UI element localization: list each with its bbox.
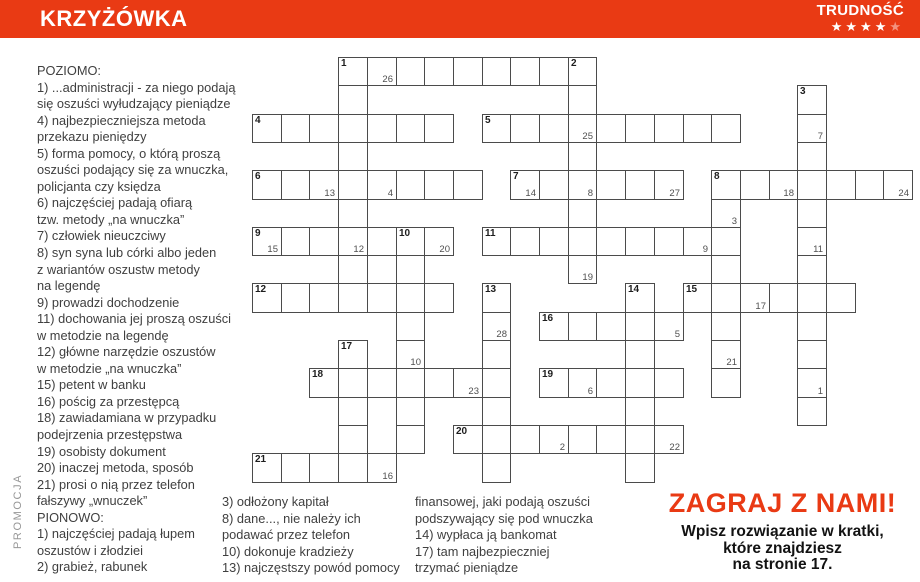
grid-cell[interactable] bbox=[281, 227, 310, 256]
grid-cell[interactable] bbox=[396, 397, 425, 426]
grid-cell[interactable] bbox=[396, 425, 425, 454]
grid-cell[interactable] bbox=[797, 397, 827, 426]
grid-cell[interactable] bbox=[539, 425, 569, 454]
solution-letter-number: 6 bbox=[587, 386, 593, 397]
word-number: 8 bbox=[714, 171, 720, 182]
grid-cell[interactable] bbox=[711, 340, 741, 369]
grid-cell[interactable] bbox=[424, 283, 454, 313]
promo-vertical-label: PROMOCJA bbox=[12, 473, 24, 549]
grid-cell[interactable] bbox=[396, 368, 425, 398]
grid-cell[interactable] bbox=[338, 227, 368, 256]
grid-cell[interactable] bbox=[654, 312, 684, 341]
word-number: 17 bbox=[341, 341, 353, 352]
grid-cell[interactable] bbox=[396, 57, 425, 86]
clue-line: w metodzie „na wnuczka” bbox=[37, 360, 182, 376]
grid-cell[interactable] bbox=[625, 312, 655, 341]
grid-cell[interactable] bbox=[625, 425, 655, 454]
grid-cell[interactable] bbox=[338, 368, 368, 398]
solution-letter-number: 3 bbox=[731, 216, 737, 227]
grid-cell[interactable] bbox=[338, 425, 368, 454]
grid-cell[interactable] bbox=[769, 170, 798, 200]
grid-cell[interactable] bbox=[711, 170, 741, 200]
grid-cell[interactable] bbox=[596, 368, 626, 398]
solution-letter-number: 7 bbox=[817, 131, 823, 142]
word-number: 4 bbox=[255, 115, 261, 126]
word-number: 18 bbox=[312, 369, 324, 380]
grid-cell[interactable] bbox=[281, 170, 310, 200]
grid-cell[interactable] bbox=[482, 397, 511, 426]
grid-cell[interactable] bbox=[539, 368, 569, 398]
clue-line: PIONOWO: bbox=[37, 509, 104, 525]
solution-letter-number: 8 bbox=[587, 188, 593, 199]
clue-line: przekazu pieniędzy bbox=[37, 129, 147, 145]
clue-line: 4) najbezpieczniejsza metoda bbox=[37, 112, 206, 128]
grid-cell[interactable] bbox=[539, 114, 569, 143]
clue-line: oszuści podający się za wnuczka, bbox=[37, 162, 229, 178]
word-number: 5 bbox=[485, 115, 491, 126]
grid-cell[interactable] bbox=[883, 170, 913, 200]
play-with-us-headline: ZAGRAJ Z NAMI! bbox=[668, 488, 897, 518]
grid-cell[interactable] bbox=[309, 170, 339, 200]
grid-cell[interactable] bbox=[338, 340, 368, 369]
grid-cell[interactable] bbox=[654, 425, 684, 454]
grid-cell[interactable] bbox=[539, 227, 569, 256]
grid-cell[interactable] bbox=[596, 312, 626, 341]
grid-cell[interactable] bbox=[309, 114, 339, 143]
star-icon: ★ bbox=[874, 19, 890, 34]
grid-cell[interactable] bbox=[596, 425, 626, 454]
star-icon: ★ bbox=[845, 19, 861, 34]
grid-cell[interactable] bbox=[654, 114, 684, 143]
solution-letter-number: 10 bbox=[410, 357, 421, 368]
solution-letter-number: 5 bbox=[674, 329, 680, 340]
word-number: 10 bbox=[399, 228, 411, 239]
solution-letter-number: 1 bbox=[817, 386, 823, 397]
word-number: 15 bbox=[686, 284, 698, 295]
grid-cell[interactable] bbox=[568, 114, 597, 143]
solution-letter-number: 27 bbox=[669, 188, 680, 199]
clue-line: 16) pościg za przestępcą bbox=[37, 393, 180, 409]
grid-cell[interactable] bbox=[797, 368, 827, 398]
grid-cell[interactable] bbox=[625, 170, 655, 200]
grid-cell[interactable] bbox=[338, 85, 368, 115]
grid-cell[interactable] bbox=[568, 227, 597, 256]
grid-cell[interactable] bbox=[740, 170, 770, 200]
grid-cell[interactable] bbox=[338, 114, 368, 143]
star-icon: ★ bbox=[860, 19, 875, 34]
solution-letter-number: 25 bbox=[582, 131, 593, 142]
clue-line: 8) syn syna lub córki albo jeden bbox=[37, 245, 217, 261]
grid-cell[interactable] bbox=[424, 368, 454, 398]
word-number: 20 bbox=[456, 426, 468, 437]
clue-line: podszywający się pod wnuczka bbox=[415, 510, 593, 526]
clue-line: tzw. metody „na wnuczka” bbox=[37, 211, 185, 227]
grid-cell[interactable] bbox=[568, 85, 597, 115]
grid-cell[interactable] bbox=[797, 199, 827, 228]
grid-cell[interactable] bbox=[568, 312, 597, 341]
grid-cell[interactable] bbox=[396, 170, 425, 200]
word-number: 13 bbox=[485, 284, 497, 295]
grid-cell[interactable] bbox=[711, 255, 741, 284]
clue-line: fałszywy „wnuczek” bbox=[37, 493, 148, 509]
grid-cell[interactable] bbox=[482, 312, 511, 341]
clue-line: 21) prosi o nią przez telefon bbox=[37, 476, 195, 492]
clue-line: podawać przez telefon bbox=[222, 527, 351, 543]
clue-line: 2) grabież, rabunek bbox=[37, 559, 148, 575]
word-number: 21 bbox=[255, 454, 267, 465]
clue-line: 7) człowiek nieuczciwy bbox=[37, 228, 166, 244]
grid-cell[interactable] bbox=[367, 227, 397, 256]
clue-line: na stronie 17. bbox=[732, 556, 833, 574]
solution-letter-number: 11 bbox=[813, 244, 823, 255]
grid-cell[interactable] bbox=[281, 453, 310, 483]
page-title: KRZYŻÓWKA bbox=[40, 6, 188, 31]
grid-cell[interactable] bbox=[683, 227, 712, 256]
star-icon: ★ bbox=[830, 19, 846, 34]
grid-cell[interactable] bbox=[711, 283, 741, 313]
grid-cell[interactable] bbox=[625, 397, 655, 426]
grid-cell[interactable] bbox=[797, 114, 827, 143]
solution-letter-number: 20 bbox=[439, 244, 450, 255]
solution-letter-number: 4 bbox=[387, 188, 393, 199]
grid-cell[interactable] bbox=[539, 57, 569, 86]
solution-letter-number: 26 bbox=[382, 74, 393, 85]
grid-cell[interactable] bbox=[338, 283, 368, 313]
grid-cell[interactable] bbox=[453, 57, 483, 86]
grid-cell[interactable] bbox=[396, 283, 425, 313]
clue-line: 8) dane..., nie należy ich bbox=[222, 510, 361, 526]
grid-cell[interactable] bbox=[396, 114, 425, 143]
grid-cell[interactable] bbox=[625, 227, 655, 256]
grid-cell[interactable] bbox=[482, 340, 511, 369]
grid-cell[interactable] bbox=[482, 57, 511, 86]
clue-line: oszustów i złodziei bbox=[37, 542, 143, 558]
word-number: 11 bbox=[485, 228, 496, 239]
clue-line: podejrzenia przestępstwa bbox=[37, 427, 183, 443]
difficulty-stars bbox=[817, 19, 904, 34]
clue-line: na legendę bbox=[37, 278, 101, 294]
grid-cell[interactable] bbox=[309, 368, 339, 398]
clue-line: 11) dochowania jej proszą oszuści bbox=[37, 311, 231, 327]
grid-cell[interactable] bbox=[367, 368, 397, 398]
grid-cell[interactable] bbox=[396, 227, 425, 256]
grid-cell[interactable] bbox=[309, 227, 339, 256]
grid-cell[interactable] bbox=[568, 255, 597, 284]
grid-cell[interactable] bbox=[826, 170, 856, 200]
grid-cell[interactable] bbox=[367, 453, 397, 483]
clue-line: 1) ...administracji - za niego podają bbox=[37, 79, 236, 95]
solution-letter-number: 28 bbox=[496, 329, 507, 340]
grid-cell[interactable] bbox=[252, 114, 282, 143]
grid-cell[interactable] bbox=[625, 453, 655, 483]
solution-letter-number: 15 bbox=[267, 244, 278, 255]
clue-line: 12) główne narzędzie oszustów bbox=[37, 344, 216, 360]
grid-cell[interactable] bbox=[797, 340, 827, 369]
solution-letter-number: 14 bbox=[525, 188, 536, 199]
grid-cell[interactable] bbox=[539, 170, 569, 200]
clues-column-middle bbox=[222, 494, 400, 577]
solution-letter-number: 24 bbox=[898, 188, 909, 199]
clue-line: 6) najczęściej padają ofiarą bbox=[37, 195, 193, 211]
clue-line: 15) petent w banku bbox=[37, 377, 146, 393]
grid-cell[interactable] bbox=[568, 368, 597, 398]
clue-line: 10) dokonuje kradzieży bbox=[222, 543, 354, 559]
word-number: 6 bbox=[255, 171, 261, 182]
grid-cell[interactable] bbox=[338, 397, 368, 426]
grid-cell[interactable] bbox=[367, 114, 397, 143]
clue-line: w metodzie na legendę bbox=[37, 327, 169, 343]
grid-cell[interactable] bbox=[740, 283, 770, 313]
grid-cell[interactable] bbox=[482, 453, 511, 483]
grid-cell[interactable] bbox=[568, 170, 597, 200]
word-number: 7 bbox=[513, 171, 519, 182]
difficulty-block bbox=[817, 3, 904, 34]
grid-cell[interactable] bbox=[711, 114, 741, 143]
clue-line: policjanta czy księdza bbox=[37, 178, 161, 194]
difficulty-label: TRUDNOŚĆ bbox=[816, 2, 904, 19]
solution-letter-number: 12 bbox=[353, 244, 364, 255]
word-number: 2 bbox=[571, 58, 577, 69]
grid-cell[interactable] bbox=[252, 283, 282, 313]
grid-cell[interactable] bbox=[396, 312, 425, 341]
grid-cell[interactable] bbox=[424, 227, 454, 256]
clue-line: 20) inaczej metoda, sposób bbox=[37, 460, 194, 476]
grid-cell[interactable] bbox=[510, 425, 540, 454]
solution-letter-number: 19 bbox=[582, 272, 593, 283]
grid-cell[interactable] bbox=[568, 425, 597, 454]
grid-cell[interactable] bbox=[424, 57, 454, 86]
grid-cell[interactable] bbox=[625, 114, 655, 143]
grid-cell[interactable] bbox=[482, 368, 511, 398]
solution-letter-number: 9 bbox=[702, 244, 708, 255]
word-number: 14 bbox=[628, 284, 640, 295]
clue-line: się oszuści wyłudzający pieniądze bbox=[37, 96, 231, 112]
clue-line: 3) odłożony kapitał bbox=[222, 494, 329, 509]
grid-cell[interactable] bbox=[338, 199, 368, 228]
play-with-us-instructions bbox=[645, 522, 920, 572]
grid-cell[interactable] bbox=[252, 227, 282, 256]
clues-column-left bbox=[37, 63, 235, 576]
word-number: 9 bbox=[255, 228, 261, 239]
grid-cell[interactable] bbox=[510, 57, 540, 86]
solution-letter-number: 18 bbox=[783, 188, 794, 199]
clue-line: 14) wypłaca ją bankomat bbox=[415, 527, 557, 543]
grid-cell[interactable] bbox=[539, 312, 569, 341]
solution-letter-number: 16 bbox=[382, 471, 393, 482]
word-number: 1 bbox=[341, 58, 347, 69]
grid-cell[interactable] bbox=[625, 283, 655, 313]
grid-cell[interactable] bbox=[252, 453, 282, 483]
grid-cell[interactable] bbox=[338, 255, 368, 284]
clue-line: z wariantów oszustw metody bbox=[37, 261, 200, 277]
grid-cell[interactable] bbox=[797, 85, 827, 115]
grid-cell[interactable] bbox=[367, 170, 397, 200]
clue-line: POZIOMO: bbox=[37, 63, 101, 78]
grid-cell[interactable] bbox=[797, 227, 827, 256]
header-bar bbox=[0, 0, 920, 38]
grid-cell[interactable] bbox=[797, 255, 827, 284]
clue-line: 19) osobisty dokument bbox=[37, 443, 166, 459]
clue-line: 17) tam najbezpieczniej bbox=[415, 543, 550, 559]
grid-cell[interactable] bbox=[510, 170, 540, 200]
grid-cell[interactable] bbox=[596, 114, 626, 143]
grid-cell[interactable] bbox=[396, 340, 425, 369]
clues-column-right bbox=[415, 494, 593, 577]
grid-cell[interactable] bbox=[797, 142, 827, 171]
grid-cell[interactable] bbox=[281, 114, 310, 143]
grid-cell[interactable] bbox=[711, 199, 741, 228]
grid-cell[interactable] bbox=[855, 170, 884, 200]
grid-cell[interactable] bbox=[654, 227, 684, 256]
grid-cell[interactable] bbox=[482, 425, 511, 454]
star-icon: ★ bbox=[889, 19, 904, 34]
grid-cell[interactable] bbox=[482, 114, 511, 143]
grid-cell[interactable] bbox=[654, 170, 684, 200]
clue-line: 1) najczęściej padają łupem bbox=[37, 526, 195, 542]
solution-letter-number: 22 bbox=[669, 442, 680, 453]
play-with-us-block bbox=[645, 488, 920, 572]
grid-cell[interactable] bbox=[625, 340, 655, 369]
word-number: 12 bbox=[255, 284, 267, 295]
grid-cell[interactable] bbox=[510, 227, 540, 256]
grid-cell[interactable] bbox=[338, 453, 368, 483]
grid-cell[interactable] bbox=[797, 283, 827, 313]
grid-cell[interactable] bbox=[711, 368, 741, 398]
word-number: 16 bbox=[542, 313, 554, 324]
grid-cell[interactable] bbox=[453, 368, 483, 398]
solution-letter-number: 23 bbox=[468, 386, 479, 397]
grid-cell[interactable] bbox=[252, 170, 282, 200]
grid-cell[interactable] bbox=[568, 199, 597, 228]
clue-line: 18) zawiadamiana w przypadku bbox=[37, 410, 217, 426]
solution-letter-number: 2 bbox=[559, 442, 565, 453]
clue-line: 9) prowadzi dochodzenie bbox=[37, 294, 180, 310]
grid-cell[interactable] bbox=[683, 283, 712, 313]
solution-letter-number: 17 bbox=[755, 301, 766, 312]
grid-cell[interactable] bbox=[453, 170, 483, 200]
grid-cell[interactable] bbox=[826, 283, 856, 313]
grid-cell[interactable] bbox=[510, 114, 540, 143]
grid-cell[interactable] bbox=[568, 57, 597, 86]
grid-cell[interactable] bbox=[367, 283, 397, 313]
clue-line: 13) najczęstszy powód pomocy bbox=[222, 560, 400, 576]
grid-cell[interactable] bbox=[338, 142, 368, 171]
grid-cell[interactable] bbox=[309, 283, 339, 313]
grid-cell[interactable] bbox=[338, 170, 368, 200]
grid-cell[interactable] bbox=[424, 114, 454, 143]
grid-cell[interactable] bbox=[568, 142, 597, 171]
clue-line: Wpisz rozwiązanie w kratki, bbox=[681, 523, 884, 540]
clue-line: trzymać pieniądze bbox=[415, 560, 519, 576]
clue-line: 5) forma pomocy, o którą proszą bbox=[37, 145, 221, 161]
clue-line: które znajdziesz bbox=[723, 539, 842, 557]
grid-cell[interactable] bbox=[367, 57, 397, 86]
grid-cell[interactable] bbox=[711, 312, 741, 341]
grid-cell[interactable] bbox=[769, 283, 798, 313]
grid-cell[interactable] bbox=[338, 57, 368, 86]
grid-cell[interactable] bbox=[396, 255, 425, 284]
word-number: 19 bbox=[542, 369, 554, 380]
grid-cell[interactable] bbox=[654, 368, 684, 398]
word-number: 3 bbox=[800, 86, 806, 97]
grid-cell[interactable] bbox=[453, 425, 483, 454]
grid-cell[interactable] bbox=[711, 227, 741, 256]
grid-cell[interactable] bbox=[281, 283, 310, 313]
grid-cell[interactable] bbox=[596, 227, 626, 256]
solution-letter-number: 21 bbox=[726, 357, 737, 368]
grid-cell[interactable] bbox=[482, 283, 511, 313]
grid-cell[interactable] bbox=[797, 312, 827, 341]
clue-line: finansowej, jaki podają oszuści bbox=[415, 494, 590, 509]
grid-cell[interactable] bbox=[797, 170, 827, 200]
grid-cell[interactable] bbox=[482, 227, 511, 256]
grid-cell[interactable] bbox=[309, 453, 339, 483]
grid-cell[interactable] bbox=[596, 170, 626, 200]
grid-cell[interactable] bbox=[625, 368, 655, 398]
grid-cell[interactable] bbox=[424, 170, 454, 200]
grid-cell[interactable] bbox=[683, 114, 712, 143]
solution-letter-number: 13 bbox=[324, 188, 335, 199]
